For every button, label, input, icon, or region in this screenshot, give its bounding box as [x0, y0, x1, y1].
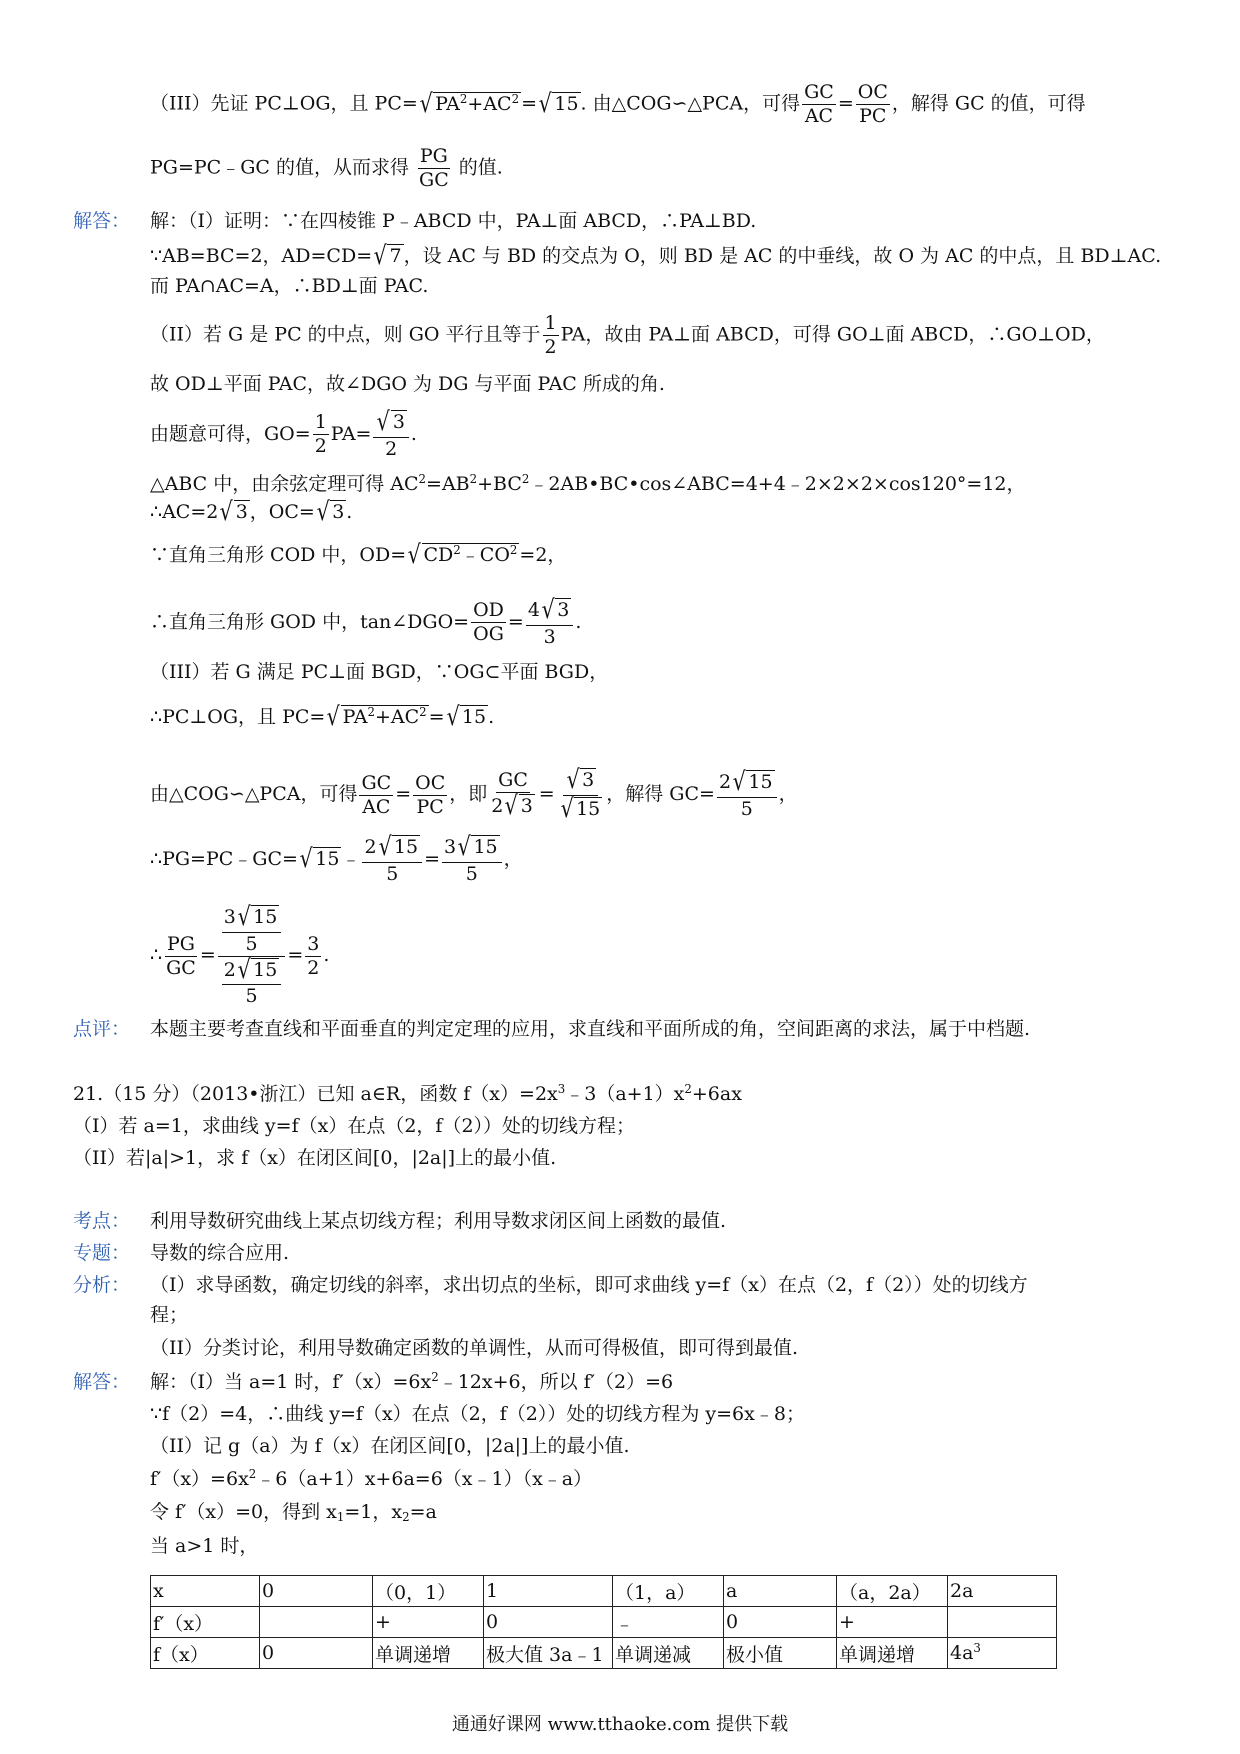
sqrt-pa-ac: √ $PA^2+AC^2$: [419, 88, 520, 119]
table-cell: 0: [724, 1607, 837, 1638]
table-cell: 0: [484, 1607, 613, 1638]
sol21-line-4: $f'(x)=6x^2﹣6(a+1)x+6a=6(x﹣1)(x﹣a)$: [150, 1466, 593, 1490]
fenxi-line-3: （II）分类讨论，利用导数确定函数的单调性，从而可得极值，即可得到最值.: [150, 1337, 799, 1359]
table-cell: $4a^3$: [948, 1638, 1057, 1669]
table-cell: f′（x）: [151, 1607, 260, 1638]
table-cell: 单调递增: [373, 1638, 484, 1669]
sol-line-11: （III）若 G 满足 PC⊥面 BGD，∵OG⊂平面 BGD，: [150, 661, 609, 683]
sol-line-10: ∴直角三角形 GOD 中，tan∠DGO= $\frac{OD}{OG}$ = 4 √ 3 3 .: [150, 595, 582, 648]
zhuanti-label: 专题：: [73, 1242, 131, 1264]
table-cell: 0: [260, 1576, 373, 1607]
kaodian-text: 利用导数研究曲线上某点切线方程；利用导数求闭区间上函数的最值.: [150, 1210, 727, 1232]
sol-line-5: 故 OD⊥平面 PAC，故∠DGO 为 DG 与平面 PAC 所成的角.: [150, 373, 665, 395]
comment-text: 本题主要考查直线和平面垂直的判定定理的应用，求直线和平面所成的角，空间距离的求法，属于中档题.: [150, 1018, 1031, 1040]
sol-line-1: 解：（I）证明：∵在四棱锥 P﹣ABCD 中，PA⊥面 ABCD，∴PA⊥BD.: [150, 210, 757, 232]
fenxi-line-1: （I）求导函数，确定切线的斜率，求出切点的坐标，即可求曲线 y=f（x）在点（2，f（2））处的切线方: [150, 1274, 1028, 1296]
sol-line-7: △ABC 中，由余弦定理可得 $AC^2=AB^2+BC^2﹣2AB•BC•\cos\angle ABC=4+4﹣2\times 2\times 2\times\cos 120^\circ=12$，: [150, 471, 1026, 495]
sol21-line-6: 当 a>1 时，: [150, 1535, 259, 1557]
sol-line-9: ∵直角三角形 COD 中，OD= √ $CD^2﹣CO^2$ =2，: [150, 540, 567, 570]
question-21-title: 21.（15 分）（2013•浙江）已知 a∈R，函数 $f(x)=2x^3﹣3(a+1)x^2+6ax$: [73, 1081, 742, 1105]
fenxi-line-2: 程；: [150, 1304, 189, 1326]
kaodian-label: 考点：: [73, 1210, 131, 1232]
table-cell: ﹣: [613, 1607, 724, 1638]
table-cell: x: [151, 1576, 260, 1607]
sol-line-4: （II）若 G 是 PC 的中点，则 GO 平行且等于 $\frac{1}{2}$ PA，故由 PA⊥面 ABCD，可得 GO⊥面 ABCD，∴GO⊥OD，: [150, 312, 1105, 358]
answer-label-21: 解答：: [73, 1371, 131, 1393]
table-cell: （a，2a）: [837, 1576, 948, 1607]
table-cell: [948, 1607, 1057, 1638]
table-cell: 0: [260, 1638, 373, 1669]
comment-label: 点评：: [73, 1018, 131, 1040]
table-cell: 单调递增: [837, 1638, 948, 1669]
table-cell: 极大值 3a﹣1: [484, 1638, 613, 1669]
question-21-part-1: （I）若 a=1，求曲线 y=f（x）在点（2，f（2））处的切线方程；: [73, 1115, 636, 1137]
table-cell: 单调递减: [613, 1638, 724, 1669]
table-cell: f（x）: [151, 1638, 260, 1669]
sol21-line-2: ∵f（2）=4，∴曲线 y=f（x）在点（2，f（2））处的切线方程为 y=6x﹣8；: [150, 1403, 805, 1425]
question-21-part-2: （II）若|a|>1，求 f（x）在闭区间[0，|2a|]上的最小值.: [73, 1147, 557, 1169]
sol-line-2: ∵AB=BC=2，AD=CD= √ 7 ，设 AC 与 BD 的交点为 O，则 BD 是 AC 的中垂线，故 O 为 AC 的中点，且 BD⊥AC.: [150, 241, 1162, 271]
zhuanti-text: 导数的综合应用.: [150, 1242, 290, 1264]
table-cell: （0，1）: [373, 1576, 484, 1607]
page-footer: 通通好课网 www.tthaoke.com 提供下载: [451, 1714, 789, 1735]
table-cell: 2a: [948, 1576, 1057, 1607]
sol-line-3: 而 PA∩AC=A，∴BD⊥面 PAC.: [150, 275, 429, 297]
fraction: $\frac{GC}{AC}$: [804, 81, 834, 127]
sol-line-15: ∴ $\frac{PG}{GC}$ = 3 √ 15 5 2 √ 15 5 = $\frac{3}{2}$ .: [150, 902, 330, 1008]
compound-fraction: 3 √ 15 5 2 √ 15 5: [218, 905, 286, 1007]
sol21-line-5: 令 f′（x）=0，得到 $x_1=1$，$x_2=a$: [150, 1501, 437, 1524]
analysis-line-2: PG=PC﹣GC 的值，从而求得 $\frac{PG}{GC}$ 的值.: [150, 145, 503, 191]
sol-line-12: ∴PC⊥OG，且 PC= √ $PA^2+AC^2$ = √ 15 .: [150, 702, 495, 732]
sol21-line-3: （II）记 g（a）为 f（x）在闭区间[0，|2a|]上的最小值.: [150, 1435, 630, 1457]
fenxi-label: 分析：: [73, 1274, 131, 1296]
sol-line-8: ∴AC=2 √ 3 ，OC= √ 3 .: [150, 497, 353, 527]
sol21-line-1: 解：（I）当 a=1 时，$f'(x)=6x^2﹣12x+6$，所以 f′（2）=6: [150, 1369, 674, 1393]
analysis-line-1: （III）先证 PC⊥OG，且 PC= √ $PA^2+AC^2$ = √ 15 . 由△COG∽△PCA，可得 $\frac{GC}{AC}$ = $\frac{OC}{PC}$ ，解得 GC 的值，可得: [150, 81, 1086, 127]
table-row: [151, 1576, 1057, 1607]
table-row: [151, 1638, 1057, 1669]
table-cell: 极小值: [724, 1638, 837, 1669]
table-row: [151, 1607, 1057, 1638]
table-cell: +: [373, 1607, 484, 1638]
table-cell: （1，a）: [613, 1576, 724, 1607]
table-cell: [260, 1607, 373, 1638]
table-cell: a: [724, 1576, 837, 1607]
answer-label: 解答：: [73, 210, 131, 232]
table-cell: 1: [484, 1576, 613, 1607]
sol-line-14: ∴PG=PC﹣GC= √ 15 ﹣ 2 √ 15 5 = 3 √ 15 5 ，: [150, 832, 523, 885]
table-cell: +: [837, 1607, 948, 1638]
sol-line-6: 由题意可得，GO= $\frac{1}{2}$ PA= √ 3 2 .: [150, 407, 417, 460]
monotonicity-table: [150, 1575, 1057, 1669]
sol-line-13: 由△COG∽△PCA，可得 $\frac{GC}{AC}$ = $\frac{OC}{PC}$ ，即 GC 2 √ 3 = √ 3 √ 15 ，解得 GC= 2 √ 15 5 ，: [150, 765, 798, 824]
